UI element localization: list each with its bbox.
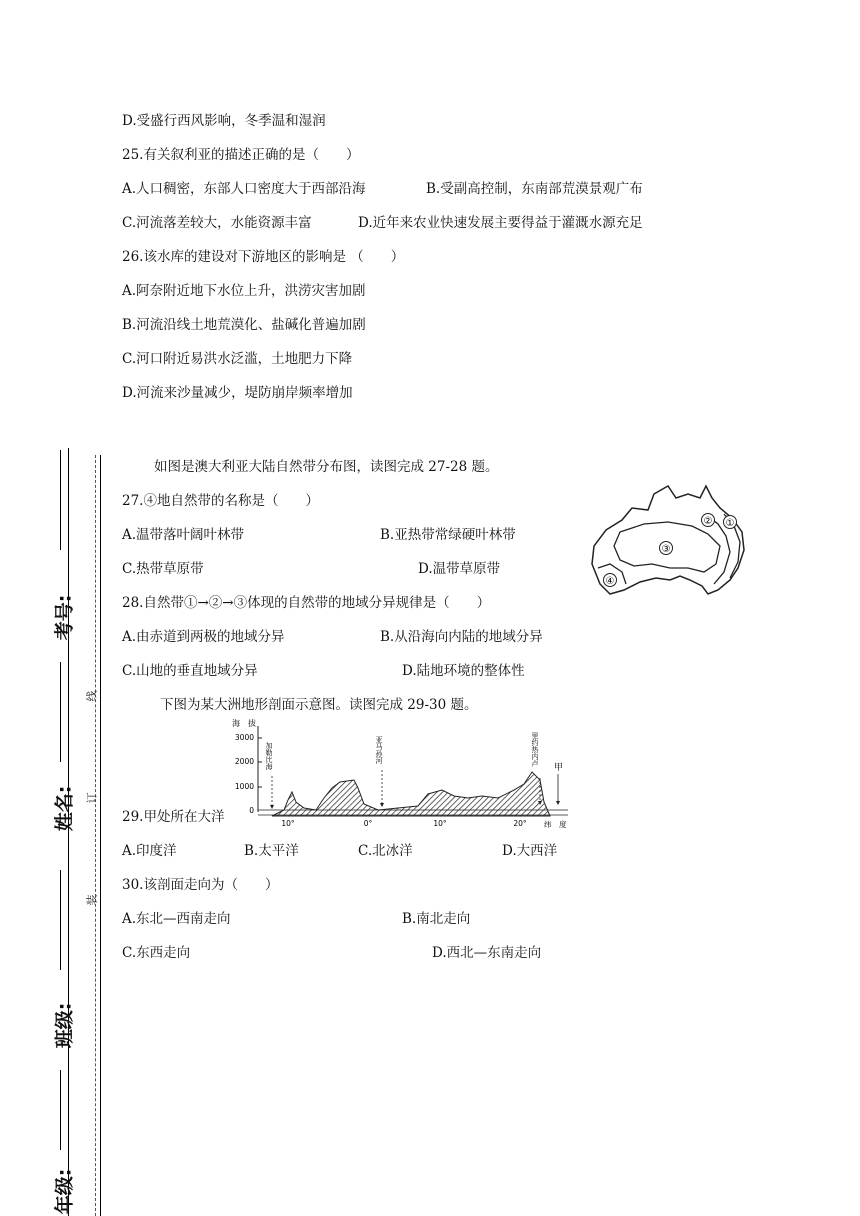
margin-rule-inner (100, 455, 101, 1216)
q26-option-a: A.阿奈附近地下水位上升，洪涝灾害加剧 (122, 283, 366, 299)
q30-option-d: D.西北—东南走向 (432, 945, 542, 961)
zone-4-text: ④ (605, 576, 615, 587)
zone-label-3 (660, 542, 673, 556)
australia-zone-map (584, 480, 754, 606)
q25-option-d: D.近年来农业快速发展主要得益于灌溉水源充足 (358, 215, 643, 231)
x-axis-label: 纬 度 (544, 820, 567, 829)
q28-option-a: A.由赤道到两极的地域分异 (122, 629, 285, 645)
q30-option-a: A.东北—西南走向 (122, 911, 231, 927)
grade-blank (60, 1070, 61, 1150)
zone-2-text: ② (703, 516, 713, 527)
q27-option-d: D.温带草原带 (418, 561, 501, 577)
q29-stem: 29.甲处所在大洋 (122, 809, 225, 825)
grade-label: 年级: (53, 1168, 76, 1215)
cut-line-dashed (95, 455, 96, 1216)
cut-text-pack: 装 (85, 894, 99, 906)
q28-stem: 28.自然带①→②→③体现的自然带的地域分异规律是（ ） (122, 595, 491, 611)
q29-option-a: A.印度洋 (122, 843, 177, 859)
label-rio-de-janeiro: 里约热内卢 (531, 732, 539, 767)
q28-option-d: D.陆地环境的整体性 (402, 663, 525, 679)
x-tick-20: 20° (513, 819, 527, 828)
q26-option-d: D.河流来沙量减少，堤防崩岸频率增加 (122, 385, 353, 401)
class-label: 班级: (53, 1002, 76, 1049)
q26-option-c: C.河口附近易洪水泛滥，土地肥力下降 (122, 351, 353, 367)
q26-stem: 26.该水库的建设对下游地区的影响是 （ ） (122, 249, 405, 265)
y-tick-3000: 3000 (234, 733, 254, 742)
q29-option-d: D.大西洋 (502, 843, 558, 859)
y-axis-label: 海 拔 (232, 719, 256, 728)
q25-option-c: C.河流落差较大，水能资源丰富 (122, 215, 312, 231)
cut-text-line: 线 (85, 690, 99, 702)
q30-stem: 30.该剖面走向为（ ） (122, 877, 279, 893)
q26-option-b: B.河流沿线土地荒漠化、盐碱化普遍加剧 (122, 317, 366, 333)
y-tick-1000: 1000 (234, 782, 254, 791)
label-caribbean-sea: 加勒比海 (265, 742, 273, 770)
y-tick-2000: 2000 (234, 757, 254, 766)
q27-option-a: A.温带落叶阔叶林带 (122, 527, 245, 543)
zone-label-1 (724, 516, 737, 530)
x-tick-10n: 10° (433, 819, 447, 828)
label-amazon-river: 亚马孙河 (375, 736, 383, 764)
name-label: 姓名: (53, 785, 76, 832)
name-blank (60, 662, 61, 762)
terrain-profile-diagram (228, 712, 574, 836)
q28-option-c: C.山地的垂直地域分异 (122, 663, 258, 679)
zone-1-text: ① (725, 518, 735, 529)
zone-label-4 (604, 574, 617, 588)
q27-option-b: B.亚热带常绿硬叶林带 (380, 527, 516, 543)
zone-3-text: ③ (661, 544, 671, 555)
q24-option-d: D.受盛行西风影响，冬季温和湿润 (122, 113, 326, 129)
q30-option-c: C.东西走向 (122, 945, 191, 961)
label-jia: 甲 (554, 763, 564, 773)
intro-27-28: 如图是澳大利亚大陆自然带分布图，读图完成 27-28 题。 (154, 459, 499, 475)
margin-rule-outer (68, 448, 69, 1216)
q29-option-b: B.太平洋 (244, 843, 299, 859)
q27-option-c: C.热带草原带 (122, 561, 204, 577)
zone-label-2 (702, 514, 715, 528)
q25-option-b: B.受副高控制，东南部荒漠景观广布 (426, 181, 643, 197)
q30-option-b: B.南北走向 (402, 911, 471, 927)
intro-29-30: 下图为某大洲地形剖面示意图。读图完成 29-30 题。 (160, 697, 478, 713)
q27-stem: 27.④地自然带的名称是（ ） (122, 493, 319, 509)
class-blank (60, 870, 61, 970)
q25-stem: 25.有关叙利亚的描述正确的是（ ） (122, 147, 360, 163)
q28-option-b: B.从沿海向内陆的地域分异 (380, 629, 543, 645)
exam-no-blank (60, 450, 61, 550)
x-tick-0: 0° (363, 819, 373, 828)
terrain-profile (272, 772, 550, 816)
x-tick-10s: 10° (281, 819, 295, 828)
exam-no-label: 考号: (53, 594, 76, 641)
q29-option-c: C.北冰洋 (358, 843, 413, 859)
q25-option-a: A.人口稠密，东部人口密度大于西部沿海 (122, 181, 366, 197)
cut-text-bind: 订 (85, 792, 99, 804)
y-tick-0: 0 (249, 806, 254, 815)
